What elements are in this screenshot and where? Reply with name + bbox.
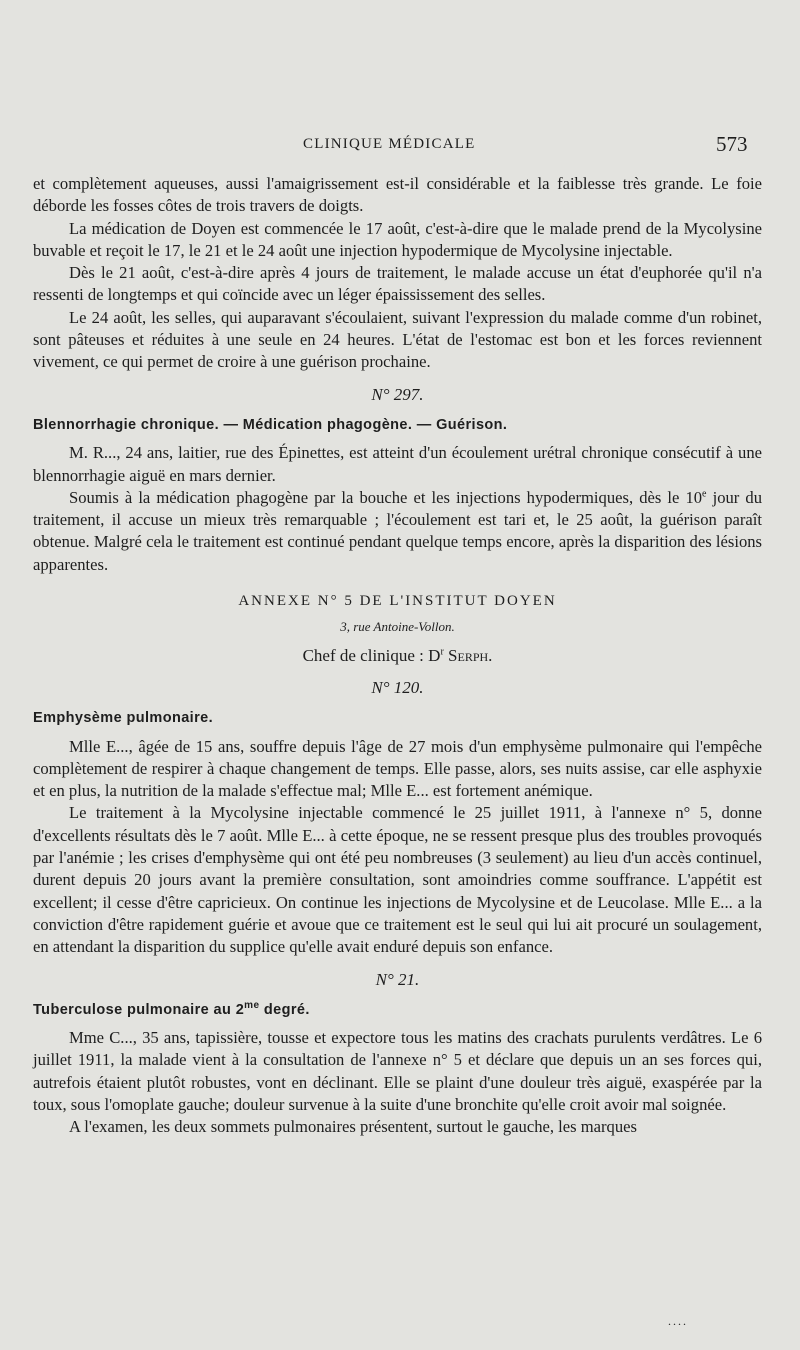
annex-heading: ANNEXE N° 5 DE L'INSTITUT DOYEN — [238, 593, 557, 610]
paragraph: Dès le 21 août, c'est-à-dire après 4 jours de traitement, le malade accuse un état d'euphorée qu'il n'a ressenti de longtemps et qui coïncide avec un léger épaississement des selles. — [33, 263, 762, 305]
paragraph: Mlle E..., âgée de 15 ans, souffre depuis l'âge de 27 mois d'un emphysème pulmonaire qui l'empêche complètement de respirer à chaque changement de temps. Elle passe, alors, ses nuits assise, car elle asphyxie et en plus, la nutrition de la malade s'effectue mal; Mlle E... est fortement anémique. — [33, 736, 762, 801]
chef-de-clinique — [33, 645, 762, 667]
paragraph: Mme C..., 35 ans, tapissière, tousse et expectore tous les matins des crachats purulents verdâtres. Le 6 juillet 1911, la malade vient à la consultation de l'annexe n° 5 et déclare que depuis un an ses forces qui, autrefois étaient plutôt robustes, vont en déclinant. Elle se plaint d'une douleur très aiguë, exaspérée par la toux, sous l'omoplate gauche; douleur survenue à la suite d'une bronchite qu'elle croit avoir mal soignée. — [33, 1028, 762, 1114]
chef-label: Chef de clinique : D — [302, 645, 441, 665]
case-number: N° 21. — [375, 969, 420, 989]
superscript: me — [244, 999, 260, 1011]
case-number: N° 120. — [371, 677, 424, 697]
superscript: r — [440, 645, 444, 657]
paragraph: M. R..., 24 ans, laitier, rue des Épinettes, est atteint d'un écoulement urétral chronique consécutif à une blennorrhagie aiguë en mars dernier. — [33, 443, 762, 485]
page-body — [33, 173, 762, 1139]
chef-name: Serph. — [448, 645, 493, 665]
running-title: CLINIQUE MÉDICALE — [303, 136, 476, 152]
text-run: degré. — [259, 1001, 310, 1018]
paragraph: A l'examen, les deux sommets pulmonaires présentent, surtout le gauche, les marques — [69, 1117, 637, 1137]
text-run: Tuberculose pulmonaire au 2 — [33, 1001, 245, 1018]
superscript: e — [702, 488, 707, 500]
page-header — [0, 132, 800, 160]
page-number: 573 — [716, 132, 748, 156]
case-title: Blennorrhagie chronique. — Médication phagogène. — Guérison. — [33, 416, 508, 433]
paragraph: Le 24 août, les selles, qui auparavant s'écoulaient, suivant l'expression du malade comme d'un robinet, sont pâteuses et réduites à une seule en 24 heures. L'état de l'estomac est bon et les forces reviennent vivement, ce qui permet de croire à une guérison prochaine. — [33, 307, 762, 372]
case-title — [33, 999, 762, 1021]
paragraph: La médication de Doyen est commencée le 17 août, c'est-à-dire que le malade prend de la Mycolysine buvable et reçoit le 17, le 21 et le 24 août une injection hypodermique de Mycolysine injectable. — [33, 218, 762, 260]
footer-mark: .... — [668, 1314, 688, 1328]
paragraph: Le traitement à la Mycolysine injectable commencé le 25 juillet 1911, à l'annexe n° 5, donne d'excellents résultats dès le 7 août. Mlle E... à cette époque, ne se ressent presque plus des troubles provoqués par l'anémie ; les crises d'emphysème qui ont été peu nombreuses (3 seulement) au lieu d'un accès continuel, durent depuis 20 jours avant la première consultation, sont amoindries comme souffrance. L'appétit est excellent; il cesse d'être capricieux. On continue les injections de Mycolysine et de Leucolase. Mlle E... a la conviction d'être rapidement guérie et avoue que ce traitement est le seul qui lui ait procuré un soulagement, en attendant la disparition du supplice qu'elle avait enduré depuis son enfance. — [33, 803, 762, 957]
paragraph — [33, 487, 762, 576]
text-run: Soumis à la médication phagogène par la bouche et les injections hypodermiques, dès le 10 — [69, 487, 703, 507]
text-run: jour du traitement, il accuse un mieux très remarquable ; l'écoulement est tari et, le 25 août, la guérison paraît obtenue. Malgré cela le traitement est continué pendant quelque temps encore, après la disparition des lésions apparentes. — [33, 487, 762, 574]
annex-address: 3, rue Antoine-Vollon. — [340, 619, 455, 635]
paragraph: et complètement aqueuses, aussi l'amaigrissement est-il considérable et la faiblesse très grande. Le foie déborde les fosses côtes de trois travers de doigts. — [33, 174, 762, 216]
case-title: Emphysème pulmonaire. — [33, 710, 214, 727]
case-number: N° 297. — [371, 384, 424, 404]
